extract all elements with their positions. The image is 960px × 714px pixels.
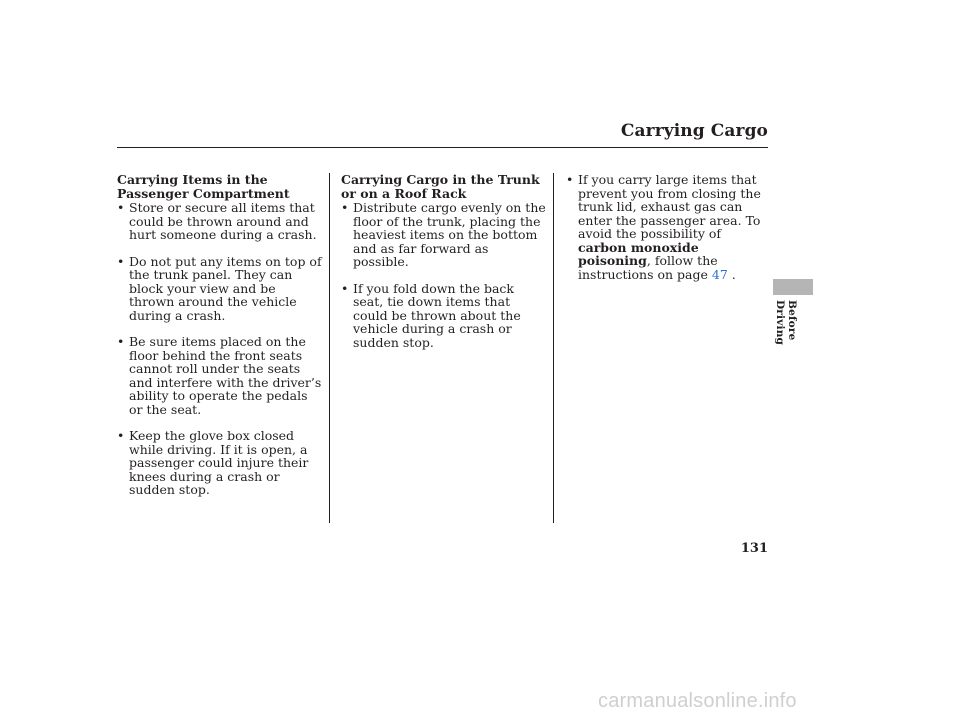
- list-item-text: , follow the instructions on page: [578, 253, 718, 282]
- column-large-items: [566, 173, 771, 294]
- column-divider: [329, 173, 330, 523]
- list-item: [566, 173, 771, 281]
- section-tab: [773, 279, 813, 295]
- bullet: •: [341, 280, 349, 296]
- list-item: [117, 255, 322, 323]
- section-heading: Carrying Items in the Passenger Compartment: [117, 172, 290, 201]
- bullet: •: [341, 200, 349, 215]
- page-number: 131: [740, 541, 768, 556]
- bullet: •: [117, 200, 125, 215]
- list-item: [117, 335, 322, 416]
- list-item-text: Store or secure all items that could be thrown around and hurt someone during a crash.: [129, 200, 317, 242]
- bullet: •: [566, 172, 574, 187]
- column-trunk-roof-rack: [341, 173, 547, 362]
- list-item: [117, 429, 322, 497]
- page-reference-link[interactable]: 47: [711, 266, 728, 282]
- list-item-text: If you carry large items that prevent you from closing the trunk lid, exhaust gas can enter the passenger area. To avoid the possibility of: [578, 172, 761, 241]
- list-item: [117, 201, 322, 242]
- list-item-text: Be sure items placed on the floor behind the front seats cannot roll under the seats and interfere with the driver’s ability to operate the pedals or the seat.: [129, 334, 322, 417]
- bullet: •: [117, 428, 125, 443]
- page-title: Carrying Cargo: [620, 121, 768, 141]
- list-item: [341, 282, 547, 350]
- list-item: [341, 201, 547, 269]
- bullet: •: [117, 334, 125, 349]
- section-label: Before Driving: [774, 300, 798, 346]
- bullet: •: [117, 253, 125, 269]
- watermark: carmanualsonline.info: [598, 690, 797, 712]
- list-item-text: Keep the glove box closed while driving. If it is open, a passenger could injure their knees during a crash or sudden stop.: [129, 428, 309, 497]
- section-heading: Carrying Cargo in the Trunk or on a Roof Rack: [341, 172, 540, 201]
- list-item-text: Distribute cargo evenly on the floor of the trunk, placing the heaviest items on the bottom and as far forward as possible.: [353, 200, 546, 269]
- list-item-text: If you fold down the back seat, tie down items that could be thrown about the vehicle during a crash or sudden stop.: [353, 280, 521, 350]
- warning-term: carbon monoxide poisoning: [578, 239, 699, 268]
- column-passenger-compartment: [117, 173, 322, 510]
- column-divider: [553, 173, 554, 523]
- list-item-text: .: [727, 266, 736, 282]
- list-item-text: Do not put any items on top of the trunk panel. They can block your view and be thrown around the vehicle during a crash.: [129, 253, 322, 323]
- title-rule: [117, 147, 768, 148]
